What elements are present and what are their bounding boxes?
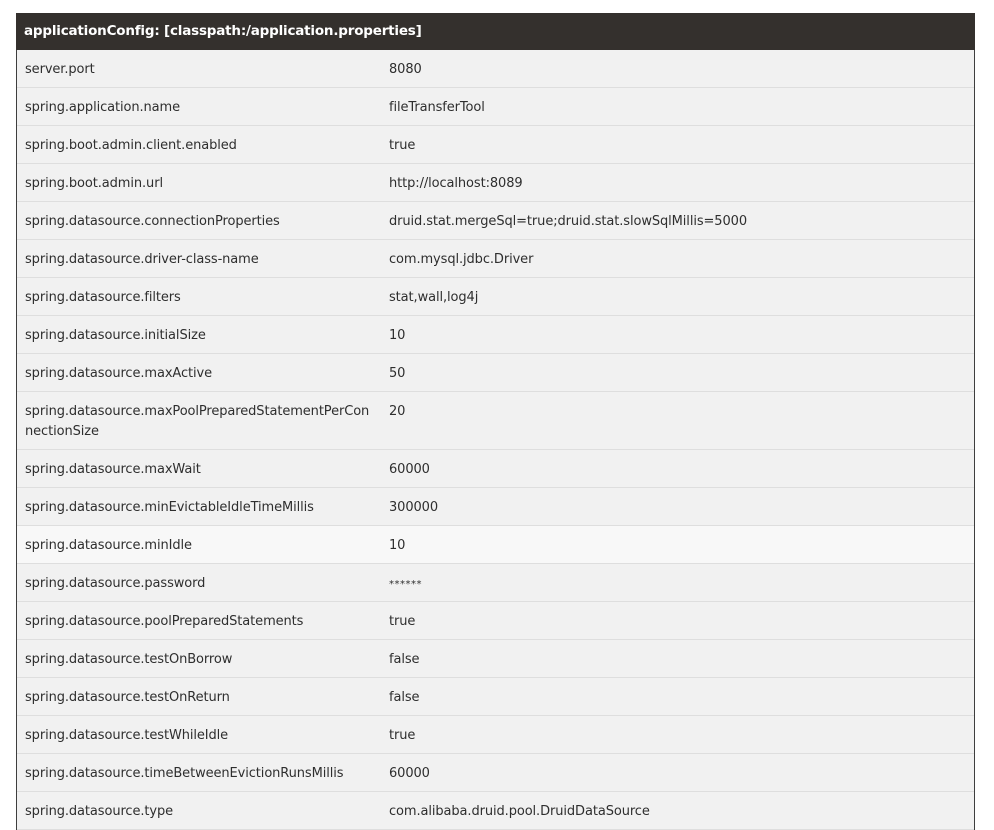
property-value: 10 (381, 526, 975, 564)
panel-title: applicationConfig: [classpath:/application.properties] (16, 13, 975, 50)
property-key: spring.datasource.testOnReturn (17, 678, 382, 716)
property-value: true (381, 602, 975, 640)
properties-panel (16, 13, 975, 830)
property-key: spring.datasource.minEvictableIdleTimeMillis (17, 488, 382, 526)
property-key: spring.application.name (17, 88, 382, 126)
property-key: server.port (17, 50, 382, 88)
property-key: spring.datasource.testOnBorrow (17, 640, 382, 678)
property-value: 8080 (381, 50, 975, 88)
property-value: http://localhost:8089 (381, 164, 975, 202)
property-value: 50 (381, 354, 975, 392)
table-row (17, 202, 975, 240)
table-row (17, 278, 975, 316)
masked-password-value: ****** (389, 579, 422, 590)
property-key: spring.datasource.connectionProperties (17, 202, 382, 240)
property-key: spring.datasource.password (17, 564, 382, 602)
table-row (17, 678, 975, 716)
table-row (17, 164, 975, 202)
property-value: com.alibaba.druid.pool.DruidDataSource (381, 792, 975, 830)
table-row (17, 792, 975, 830)
table-row (17, 488, 975, 526)
property-value: 60000 (381, 754, 975, 792)
property-value: 300000 (381, 488, 975, 526)
table-row (17, 392, 975, 450)
property-key: spring.datasource.testWhileIdle (17, 716, 382, 754)
table-row (17, 754, 975, 792)
table-row (17, 354, 975, 392)
property-key: spring.datasource.driver-class-name (17, 240, 382, 278)
property-value: 20 (381, 392, 975, 450)
property-value-cell (381, 564, 975, 602)
property-key: spring.boot.admin.client.enabled (17, 126, 382, 164)
property-key: spring.datasource.initialSize (17, 316, 382, 354)
property-key: spring.datasource.type (17, 792, 382, 830)
property-value: false (381, 678, 975, 716)
property-key: spring.datasource.minIdle (17, 526, 382, 564)
table-row-hovered (17, 526, 975, 564)
table-row (17, 126, 975, 164)
property-key: spring.datasource.maxWait (17, 450, 382, 488)
property-value: druid.stat.mergeSql=true;druid.stat.slowSqlMillis=5000 (381, 202, 975, 240)
property-key: spring.datasource.maxActive (17, 354, 382, 392)
property-key: spring.datasource.maxPoolPreparedStatementPerConnectionSize (17, 392, 382, 450)
table-row (17, 450, 975, 488)
property-value: true (381, 716, 975, 754)
property-key: spring.datasource.filters (17, 278, 382, 316)
property-value: true (381, 126, 975, 164)
table-row (17, 640, 975, 678)
properties-table (16, 50, 975, 830)
property-key: spring.datasource.poolPreparedStatements (17, 602, 382, 640)
property-key: spring.boot.admin.url (17, 164, 382, 202)
property-value: false (381, 640, 975, 678)
property-value: 60000 (381, 450, 975, 488)
table-row (17, 602, 975, 640)
table-row (17, 316, 975, 354)
table-row (17, 240, 975, 278)
property-value: fileTransferTool (381, 88, 975, 126)
property-value: 10 (381, 316, 975, 354)
table-row (17, 88, 975, 126)
property-value: com.mysql.jdbc.Driver (381, 240, 975, 278)
table-row (17, 564, 975, 602)
table-row (17, 50, 975, 88)
property-key: spring.datasource.timeBetweenEvictionRunsMillis (17, 754, 382, 792)
table-row (17, 716, 975, 754)
property-value: stat,wall,log4j (381, 278, 975, 316)
